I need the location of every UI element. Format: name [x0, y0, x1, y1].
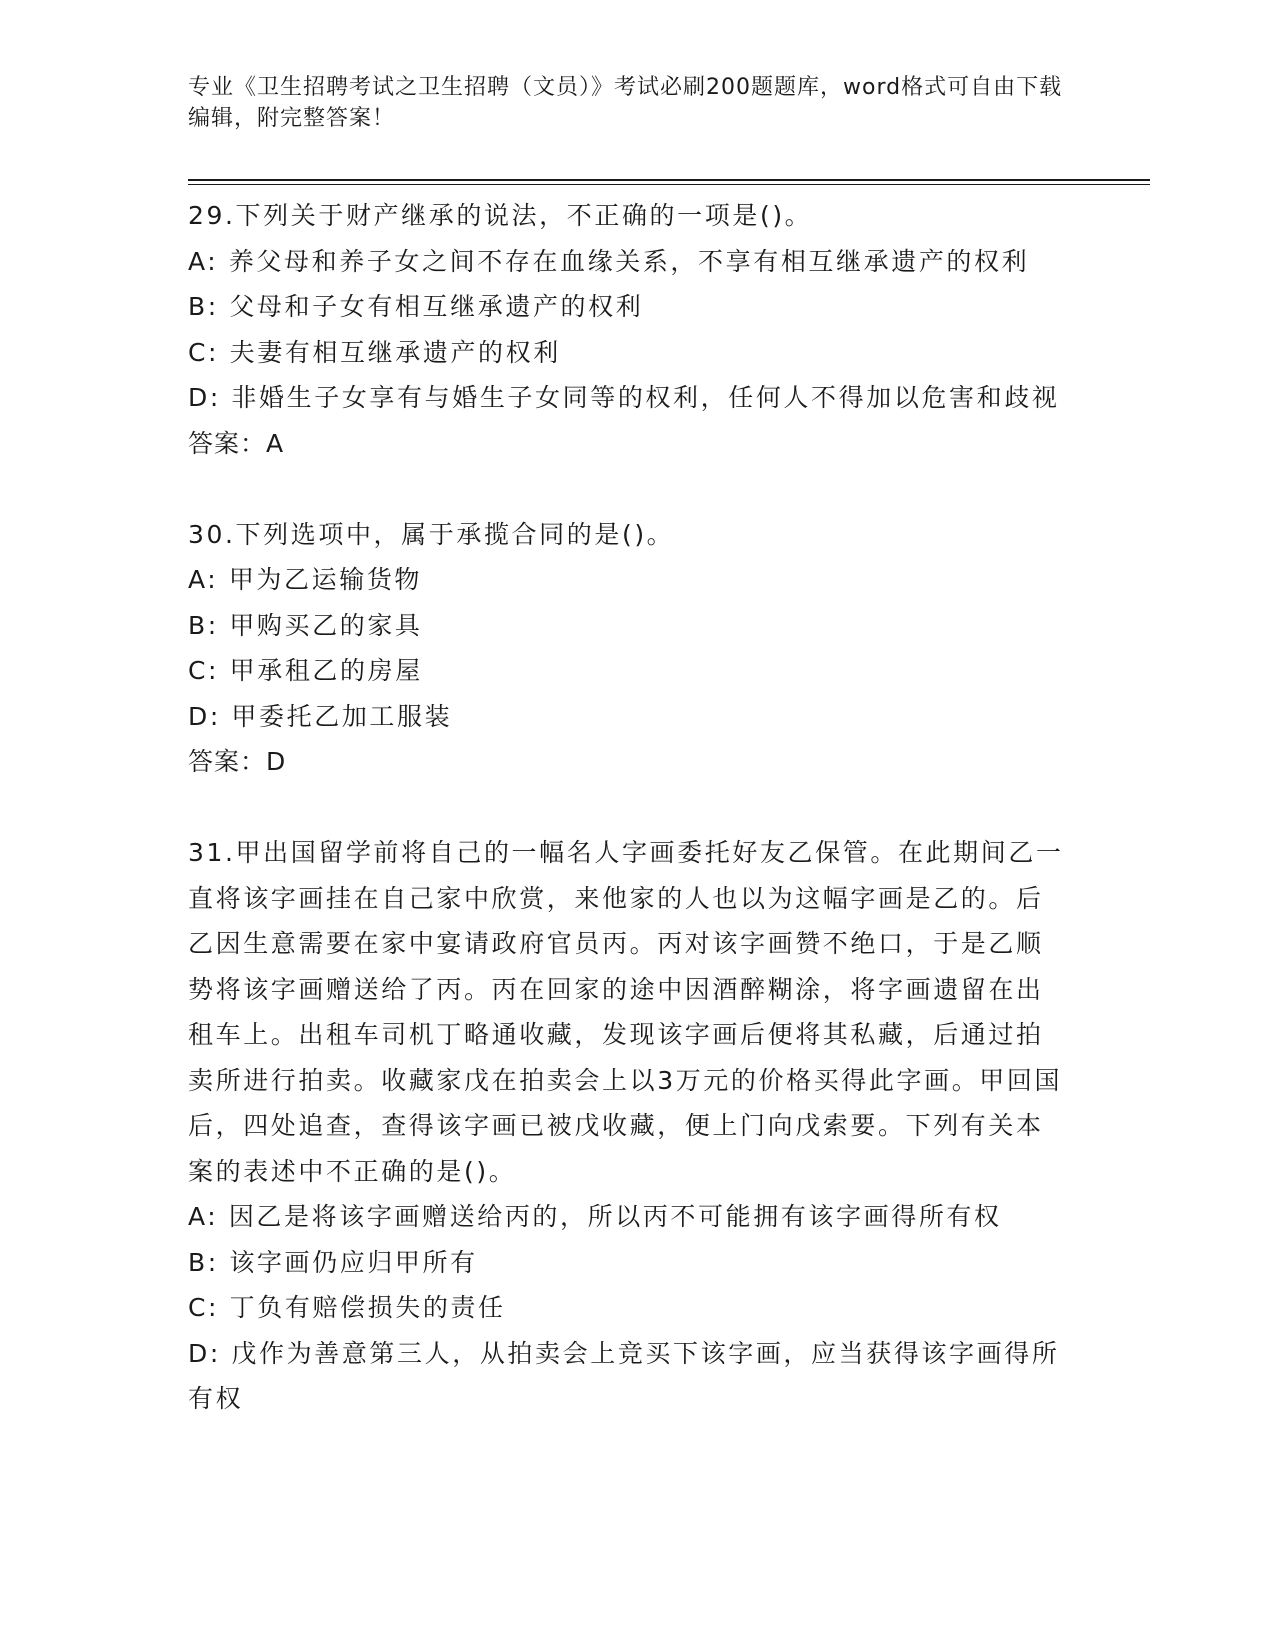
header-divider-thick — [188, 179, 1150, 181]
document-header: 专业《卫生招聘考试之卫生招聘（文员）》考试必刷200题题库，word格式可自由下载编辑，附完整答案！ — [188, 75, 1063, 131]
question-29 — [188, 193, 1068, 466]
option-b: B: 甲购买乙的家具 — [188, 610, 423, 640]
question-30 — [188, 512, 1068, 785]
question-31 — [188, 830, 1068, 1422]
answer-text: 答案：D — [188, 747, 287, 776]
option-d: D: 非婚生子女享有与婚生子女同等的权利，任何人不得加以危害和歧视 — [188, 383, 1060, 412]
question-stem: 29.下列关于财产继承的说法，不正确的一项是()。 — [188, 201, 813, 230]
option-b: B: 父母和子女有相互继承遗产的权利 — [188, 292, 644, 321]
question-spacer — [188, 466, 1068, 512]
question-stem: 31.甲出国留学前将自己的一幅名人字画委托好友乙保管。在此期间乙一直将该字画挂在自己家中欣赏，来他家的人也以为这幅字画是乙的。后乙因生意需要在家中宴请政府官员丙。丙对该字画赞不绝口，于是乙顺势将该字画赠送给了丙。丙在回家的途中因酒醉糊涂，将字画遗留在出租车上。出租车司机丁略通收藏，发现该字画后便将其私藏，后通过拍卖所进行拍卖。收藏家戊在拍卖会上以3万元的价格买得此字画。甲回国后，四处追查，查得该字画已被戊收藏，便上门向戊索要。下列有关本案的表述中不正确的是()。 — [188, 838, 1064, 1186]
option-a: A: 养父母和养子女之间不存在血缘关系，不享有相互继承遗产的权利 — [188, 246, 1030, 276]
question-spacer — [188, 785, 1068, 831]
option-c: C: 夫妻有相互继承遗产的权利 — [188, 337, 561, 367]
header-divider-thin — [188, 184, 1150, 185]
question-list — [188, 193, 1068, 1422]
option-d: D: 戊作为善意第三人，从拍卖会上竞买下该字画，应当获得该字画得所有权 — [188, 1338, 1060, 1413]
option-c: C: 甲承租乙的房屋 — [188, 656, 423, 685]
option-a: A: 甲为乙运输货物 — [188, 565, 423, 594]
option-b: B: 该字画仍应归甲所有 — [188, 1247, 478, 1277]
answer-text: 答案：A — [188, 428, 285, 458]
option-d: D: 甲委托乙加工服装 — [188, 701, 453, 731]
question-stem: 30.下列选项中，属于承揽合同的是()。 — [188, 519, 675, 549]
option-c: C: 丁负有赔偿损失的责任 — [188, 1293, 506, 1322]
option-a: A: 因乙是将该字画赠送给丙的，所以丙不可能拥有该字画得所有权 — [188, 1202, 1002, 1231]
